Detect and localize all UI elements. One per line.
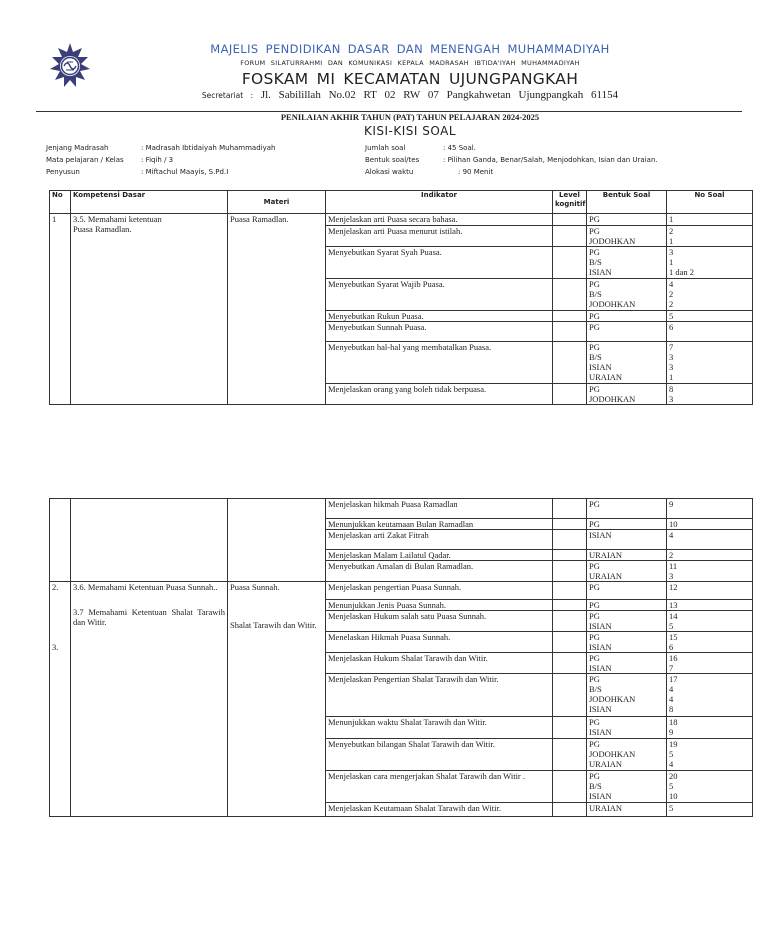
cell-indikator: Menjelaskan arti Puasa secara bahasa.	[326, 214, 553, 226]
cell-bentuk: PG URAIAN	[587, 561, 667, 582]
cell-nosoal: 9	[667, 499, 753, 519]
cell-nosoal: 5	[667, 311, 753, 322]
cell-nosoal: 5	[667, 803, 753, 817]
cell-nosoal: 1	[667, 214, 753, 226]
cell-level	[553, 561, 587, 582]
cell-no-3: 3.	[52, 642, 59, 652]
cell-nosoal: 12	[667, 582, 753, 600]
cell-nosoal: 14 5	[667, 611, 753, 632]
cell-indikator: Menjelaskan Keutamaan Shalat Tarawih dan Witir.	[326, 803, 553, 817]
cell-level	[553, 582, 587, 600]
meta-mapel-label: Mata pelajaran / Kelas	[46, 156, 124, 164]
cell-bentuk: PG	[587, 499, 667, 519]
cell-indikator: Menjelaskan pengertian Puasa Sunnah.	[326, 582, 553, 600]
cell-level	[553, 247, 587, 279]
exam-title: PENILAIAN AKHIR TAHUN (PAT) TAHUN PELAJARAN 2024-2025	[280, 112, 540, 122]
cell-nosoal: 19 5 4	[667, 739, 753, 771]
cell-level	[553, 499, 587, 519]
cell-indikator: Menyebutkan Syarat Wajib Puasa.	[326, 279, 553, 311]
table-header-row	[50, 191, 753, 214]
col-nosoal-header: No Soal	[667, 191, 753, 214]
cell-nosoal: 4	[667, 530, 753, 550]
secretariat-label: Secretariat :	[201, 91, 254, 100]
cell-nosoal: 17 4 4 8	[667, 674, 753, 717]
header-line-foskam: FOSKAM MI KECAMATAN UJUNGPANGKAH	[241, 70, 579, 88]
cell-nosoal: 2 1	[667, 226, 753, 247]
muhammadiyah-logo-icon	[45, 42, 95, 92]
cell-indikator: Menyebutkan Sunnah Puasa.	[326, 322, 553, 342]
cell-indikator: Menyebutkan bilangan Shalat Tarawih dan Witir.	[326, 739, 553, 771]
cell-bentuk: PG ISIAN	[587, 717, 667, 739]
cell-level	[553, 322, 587, 342]
cell-bentuk: PG JODOHKAN URAIAN	[587, 739, 667, 771]
meta-alokasi-value: : 90 Menit	[458, 168, 494, 176]
cell-nosoal: 3 1 1 dan 2	[667, 247, 753, 279]
cell-indikator: Menjelaskan Hukum Shalat Tarawih dan Witir.	[326, 653, 553, 674]
cell-bentuk: PG	[587, 519, 667, 530]
cell-level	[553, 771, 587, 803]
cell-bentuk: ISIAN	[587, 530, 667, 550]
cell-level	[553, 342, 587, 384]
col-bentuk-header: Bentuk Soal	[587, 191, 667, 214]
cell-level	[553, 519, 587, 530]
cell-no-2: 2.	[52, 582, 59, 592]
cell-kompetensi-dasar	[71, 499, 228, 582]
cell-bentuk: PG	[587, 311, 667, 322]
meta-bentuk-value: : Pilihan Ganda, Benar/Salah, Menjodohkan, Isian dan Uraian.	[443, 156, 658, 164]
cell-bentuk: URAIAN	[587, 803, 667, 817]
cell-level	[553, 611, 587, 632]
cell-no	[50, 499, 71, 582]
meta-jumlah-label: Jumlah soal	[365, 144, 406, 152]
kd-3-7: 3.7 Memahami Ketentuan Shalat Tarawih dan Witir.	[73, 607, 225, 627]
meta-mapel-value: : Fiqih / 3	[141, 156, 174, 164]
cell-bentuk: PG B/S JODOHKAN	[587, 279, 667, 311]
cell-level	[553, 653, 587, 674]
cell-level	[553, 600, 587, 611]
cell-bentuk: PG B/S ISIAN	[587, 247, 667, 279]
cell-level	[553, 632, 587, 653]
materi-puasa-sunnah: Puasa Sunnah.	[230, 582, 280, 592]
cell-indikator: Menjelaskan Pengertian Shalat Tarawih dan Witir.	[326, 674, 553, 717]
kisi-kisi-table-page2	[49, 498, 753, 817]
cell-bentuk: PG JODOHKAN	[587, 226, 667, 247]
cell-indikator: Menjelaskan Malam Lailatul Qadar.	[326, 550, 553, 561]
table-row	[50, 214, 753, 226]
cell-indikator: Menyebutkan Amalan di Bulan Ramadlan.	[326, 561, 553, 582]
cell-bentuk: PG	[587, 600, 667, 611]
cell-materi	[228, 582, 326, 817]
col-materi-header: Materi	[228, 191, 326, 214]
cell-bentuk: PG B/S JODOHKAN ISIAN	[587, 674, 667, 717]
col-level-header: Level kognitif	[553, 191, 587, 214]
cell-level	[553, 739, 587, 771]
cell-bentuk: PG	[587, 214, 667, 226]
meta-penyusun-label: Penyusun	[46, 168, 80, 176]
cell-indikator: Menunjukkan keutamaan Bulan Ramadlan	[326, 519, 553, 530]
document-title: KISI-KISI SOAL	[363, 124, 457, 138]
meta-jumlah-value: : 45 Soal.	[443, 144, 476, 152]
cell-bentuk: PG	[587, 322, 667, 342]
cell-bentuk: PG B/S ISIAN	[587, 771, 667, 803]
cell-nosoal: 6	[667, 322, 753, 342]
cell-indikator: Menyebutkan Rukun Puasa.	[326, 311, 553, 322]
cell-level	[553, 384, 587, 405]
cell-nosoal: 11 3	[667, 561, 753, 582]
cell-indikator: Menjelaskan orang yang boleh tidak berpuasa.	[326, 384, 553, 405]
cell-indikator: Menelaskan Hikmah Puasa Sunnah.	[326, 632, 553, 653]
cell-level	[553, 717, 587, 739]
cell-bentuk: PG B/S ISIAN URAIAN	[587, 342, 667, 384]
kd-3-6: 3.6. Memahami Ketentuan Puasa Sunnah..	[73, 582, 218, 592]
meta-penyusun-value: : Miftachul Maayis, S.Pd.I	[141, 168, 229, 176]
table-row	[50, 582, 753, 600]
cell-indikator: Menjelaskan hikmah Puasa Ramadlan	[326, 499, 553, 519]
meta-bentuk-label: Bentuk soal/tes	[365, 156, 420, 164]
kisi-kisi-table-page1	[49, 190, 753, 405]
cell-no	[50, 582, 71, 817]
cell-nosoal: 15 6	[667, 632, 753, 653]
cell-bentuk: PG ISIAN	[587, 632, 667, 653]
cell-level	[553, 550, 587, 561]
cell-bentuk: PG ISIAN	[587, 653, 667, 674]
cell-no: 1	[50, 214, 71, 405]
cell-indikator: Menunjukkan Jenis Puasa Sunnah.	[326, 600, 553, 611]
cell-bentuk: PG ISIAN	[587, 611, 667, 632]
cell-materi	[228, 499, 326, 582]
cell-kompetensi-dasar	[71, 582, 228, 817]
cell-level	[553, 311, 587, 322]
cell-nosoal: 10	[667, 519, 753, 530]
header-line-majelis: MAJELIS PENDIDIKAN DASAR DAN MENENGAH MUHAMMADIYAH	[210, 42, 610, 56]
cell-indikator: Menjelaskan arti Zakat Fitrah	[326, 530, 553, 550]
cell-nosoal: 20 5 10	[667, 771, 753, 803]
cell-nosoal: 16 7	[667, 653, 753, 674]
table-row	[50, 499, 753, 519]
cell-indikator: Menyebutkan hal-hal yang membatalkan Puasa.	[326, 342, 553, 384]
meta-jenjang-value: : Madrasah Ibtidaiyah Muhammadiyah	[141, 144, 276, 152]
cell-nosoal: 4 2 2	[667, 279, 753, 311]
cell-indikator: Menunjukkan waktu Shalat Tarawih dan Witir.	[326, 717, 553, 739]
cell-level	[553, 214, 587, 226]
cell-nosoal: 7 3 3 1	[667, 342, 753, 384]
cell-kompetensi-dasar: 3.5. Memahami ketentuan Puasa Ramadlan.	[71, 214, 228, 405]
cell-nosoal: 13	[667, 600, 753, 611]
header-secretariat	[150, 89, 670, 101]
cell-indikator: Menjelaskan cara mengerjakan Shalat Tarawih dan Witir .	[326, 771, 553, 803]
secretariat-address: Jl. Sabilillah No.02 RT 02 RW 07 Pangkahwetan Ujungpangkah 61154	[260, 89, 619, 101]
cell-indikator: Menjelaskan arti Puasa menurut istilah.	[326, 226, 553, 247]
cell-level	[553, 226, 587, 247]
materi-shalat-tarawih: Shalat Tarawih dan Witir.	[230, 620, 317, 630]
meta-alokasi-label: Alokasi waktu	[365, 168, 414, 176]
cell-bentuk: PG JODOHKAN	[587, 384, 667, 405]
cell-materi: Puasa Ramadlan.	[228, 214, 326, 405]
cell-indikator: Menyebutkan Syarat Syah Puasa.	[326, 247, 553, 279]
col-indikator-header: Indikator	[326, 191, 553, 214]
col-no-header: No	[50, 191, 71, 214]
cell-level	[553, 803, 587, 817]
col-kd-header: Kompetensi Dasar	[71, 191, 228, 214]
cell-bentuk: PG	[587, 582, 667, 600]
cell-level	[553, 674, 587, 717]
cell-nosoal: 18 9	[667, 717, 753, 739]
cell-nosoal: 2	[667, 550, 753, 561]
cell-level	[553, 279, 587, 311]
meta-jenjang-label: Jenjang Madrasah	[46, 144, 109, 152]
cell-indikator: Menjelaskan Hukum salah satu Puasa Sunnah.	[326, 611, 553, 632]
cell-nosoal: 8 3	[667, 384, 753, 405]
cell-level	[553, 530, 587, 550]
cell-bentuk: URAIAN	[587, 550, 667, 561]
header-line-forum: FORUM SILATURRAHMI DAN KOMUNIKASI KEPALA MADRASAH IBTIDA'IYAH MUHAMMADIYAH	[240, 59, 580, 67]
